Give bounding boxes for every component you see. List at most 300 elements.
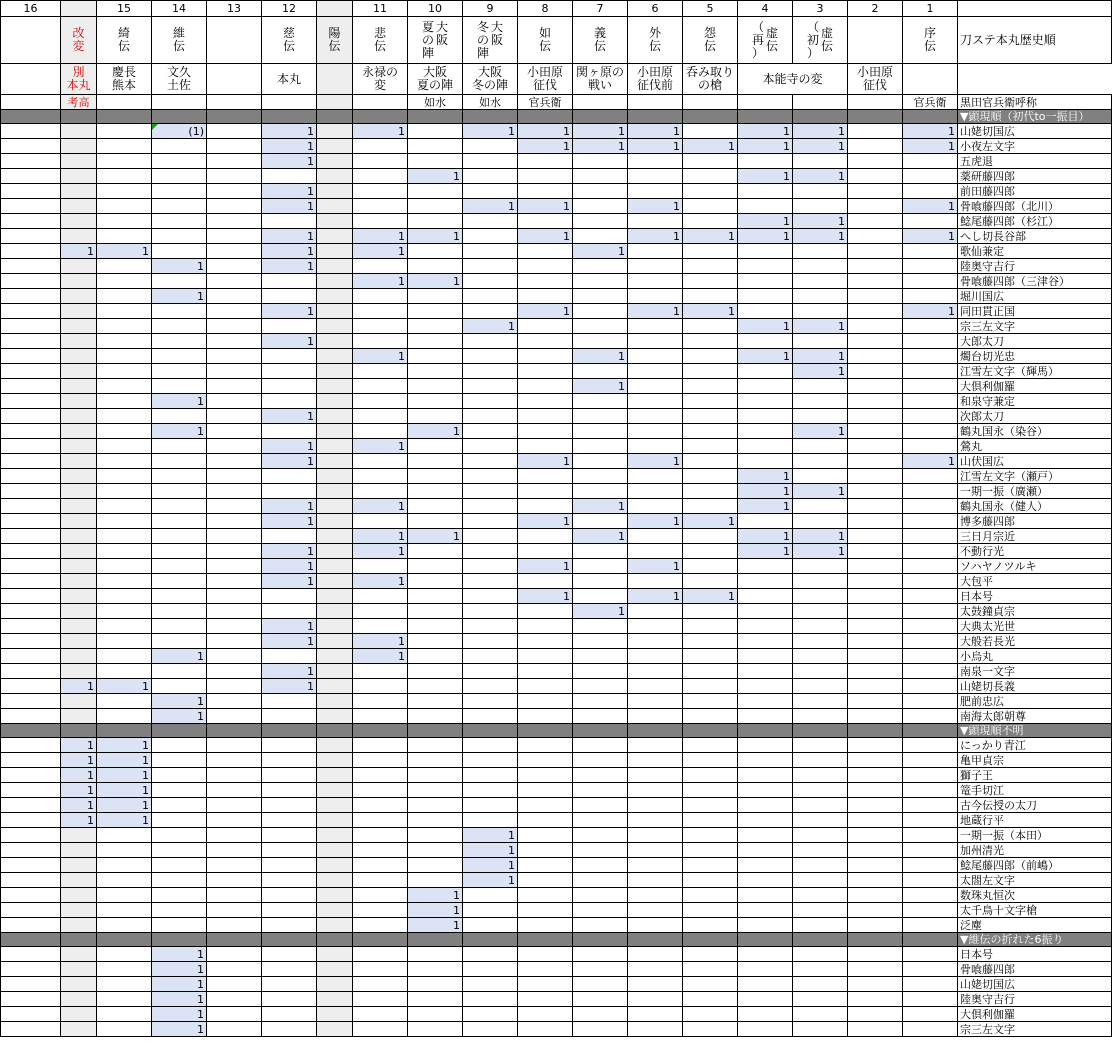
data-cell[interactable]: [353, 319, 408, 334]
sword-name-cell[interactable]: 獅子王: [958, 768, 1112, 783]
data-cell[interactable]: [738, 962, 793, 977]
data-cell[interactable]: [463, 753, 518, 768]
data-cell[interactable]: [1, 813, 61, 828]
data-cell[interactable]: 1: [262, 199, 317, 214]
data-cell[interactable]: [848, 873, 903, 888]
data-cell[interactable]: [573, 962, 628, 977]
data-cell[interactable]: 1: [518, 199, 573, 214]
header-note-cell[interactable]: [848, 95, 903, 110]
data-cell[interactable]: [683, 394, 738, 409]
data-cell[interactable]: [262, 1022, 317, 1037]
data-cell[interactable]: 1: [573, 379, 628, 394]
data-cell[interactable]: 1: [61, 783, 97, 798]
sword-name-cell[interactable]: 鯰尾藤四郎（杉江）: [958, 214, 1112, 229]
data-cell[interactable]: [573, 1007, 628, 1022]
data-cell[interactable]: [848, 124, 903, 139]
data-cell[interactable]: 1: [463, 828, 518, 843]
data-cell[interactable]: 1: [97, 768, 152, 783]
data-cell[interactable]: [793, 903, 848, 918]
sword-name-cell[interactable]: 山姥切長義: [958, 679, 1112, 694]
data-cell[interactable]: [353, 409, 408, 424]
data-cell[interactable]: [1, 184, 61, 199]
data-cell[interactable]: [61, 259, 97, 274]
data-cell[interactable]: [903, 992, 958, 1007]
data-cell[interactable]: [628, 574, 683, 589]
data-cell[interactable]: [152, 753, 207, 768]
data-cell[interactable]: [518, 634, 573, 649]
sword-name-cell[interactable]: 堀川国広: [958, 289, 1112, 304]
data-cell[interactable]: [353, 992, 408, 1007]
data-cell[interactable]: [353, 843, 408, 858]
sword-name-cell[interactable]: 泛塵: [958, 918, 1112, 933]
data-cell[interactable]: [793, 499, 848, 514]
data-cell[interactable]: [1, 873, 61, 888]
data-cell[interactable]: [683, 649, 738, 664]
data-cell[interactable]: [207, 304, 262, 319]
data-cell[interactable]: [848, 424, 903, 439]
data-cell[interactable]: 1: [518, 229, 573, 244]
data-cell[interactable]: [262, 469, 317, 484]
data-cell[interactable]: [262, 753, 317, 768]
data-cell[interactable]: [207, 424, 262, 439]
section-label[interactable]: ▼顕現順（初代to一振目）: [958, 110, 1112, 124]
data-cell[interactable]: [317, 634, 353, 649]
header-subtitle-cell[interactable]: 文久 土佐: [152, 64, 207, 95]
data-cell[interactable]: [317, 753, 353, 768]
data-cell[interactable]: [793, 409, 848, 424]
sword-name-cell[interactable]: ソハヤノツルキ: [958, 559, 1112, 574]
data-cell[interactable]: [628, 184, 683, 199]
data-cell[interactable]: [738, 903, 793, 918]
data-cell[interactable]: [408, 349, 463, 364]
data-cell[interactable]: [262, 903, 317, 918]
data-cell[interactable]: 1: [97, 783, 152, 798]
data-cell[interactable]: [738, 304, 793, 319]
data-cell[interactable]: [793, 589, 848, 604]
data-cell[interactable]: [518, 274, 573, 289]
data-cell[interactable]: [97, 274, 152, 289]
data-cell[interactable]: [408, 199, 463, 214]
data-cell[interactable]: [97, 694, 152, 709]
header-note-cell[interactable]: 考高: [61, 95, 97, 110]
data-cell[interactable]: [152, 499, 207, 514]
header-subtitle-cell[interactable]: [207, 64, 262, 95]
data-cell[interactable]: [573, 424, 628, 439]
data-cell[interactable]: [463, 679, 518, 694]
data-cell[interactable]: [317, 364, 353, 379]
data-cell[interactable]: [262, 977, 317, 992]
data-cell[interactable]: [207, 798, 262, 813]
data-cell[interactable]: [262, 962, 317, 977]
data-cell[interactable]: [903, 289, 958, 304]
data-cell[interactable]: [353, 169, 408, 184]
data-cell[interactable]: [683, 484, 738, 499]
data-cell[interactable]: [793, 798, 848, 813]
sword-name-cell[interactable]: 同田貫正国: [958, 304, 1112, 319]
data-cell[interactable]: [1, 514, 61, 529]
data-cell[interactable]: [903, 184, 958, 199]
data-cell[interactable]: [97, 229, 152, 244]
data-cell[interactable]: [317, 259, 353, 274]
header-title-cell[interactable]: [408, 17, 463, 64]
data-cell[interactable]: [903, 738, 958, 753]
header-title-cell[interactable]: 如 伝: [518, 17, 573, 64]
data-cell[interactable]: [848, 619, 903, 634]
data-cell[interactable]: [903, 619, 958, 634]
data-cell[interactable]: [848, 499, 903, 514]
data-cell[interactable]: [152, 334, 207, 349]
data-cell[interactable]: [97, 214, 152, 229]
data-cell[interactable]: [848, 559, 903, 574]
data-cell[interactable]: [573, 873, 628, 888]
data-cell[interactable]: [793, 783, 848, 798]
data-cell[interactable]: [628, 843, 683, 858]
data-cell[interactable]: [152, 679, 207, 694]
data-cell[interactable]: [738, 334, 793, 349]
data-cell[interactable]: 1: [463, 199, 518, 214]
data-cell[interactable]: [207, 992, 262, 1007]
data-cell[interactable]: [463, 274, 518, 289]
data-cell[interactable]: [848, 274, 903, 289]
data-cell[interactable]: [408, 469, 463, 484]
data-cell[interactable]: [317, 214, 353, 229]
data-cell[interactable]: [463, 1022, 518, 1037]
data-cell[interactable]: [738, 738, 793, 753]
data-cell[interactable]: [61, 1022, 97, 1037]
data-cell[interactable]: [463, 589, 518, 604]
data-cell[interactable]: [207, 469, 262, 484]
data-cell[interactable]: 1: [408, 229, 463, 244]
data-cell[interactable]: [628, 977, 683, 992]
section-label[interactable]: ▼顕現順不明: [958, 724, 1112, 738]
data-cell[interactable]: 1: [408, 529, 463, 544]
data-cell[interactable]: [628, 918, 683, 933]
data-cell[interactable]: 1: [518, 559, 573, 574]
data-cell[interactable]: [628, 783, 683, 798]
data-cell[interactable]: [463, 903, 518, 918]
data-cell[interactable]: 1: [738, 469, 793, 484]
header-subtitle-cell[interactable]: 大阪 夏の陣: [408, 64, 463, 95]
data-cell[interactable]: [518, 798, 573, 813]
column-number-cell[interactable]: 9: [463, 1, 518, 17]
data-cell[interactable]: [353, 738, 408, 753]
sword-name-cell[interactable]: 山姥切国広: [958, 977, 1112, 992]
data-cell[interactable]: [463, 499, 518, 514]
data-cell[interactable]: [738, 424, 793, 439]
data-cell[interactable]: 1: [152, 992, 207, 1007]
data-cell[interactable]: [683, 319, 738, 334]
data-cell[interactable]: [408, 664, 463, 679]
data-cell[interactable]: [317, 962, 353, 977]
sword-name-cell[interactable]: 太閤左文字: [958, 873, 1112, 888]
data-cell[interactable]: [152, 184, 207, 199]
data-cell[interactable]: [793, 574, 848, 589]
data-cell[interactable]: [1, 619, 61, 634]
data-cell[interactable]: [317, 679, 353, 694]
data-cell[interactable]: [152, 139, 207, 154]
data-cell[interactable]: [317, 604, 353, 619]
data-cell[interactable]: [353, 259, 408, 274]
data-cell[interactable]: 1: [463, 873, 518, 888]
data-cell[interactable]: [353, 454, 408, 469]
data-cell[interactable]: [97, 169, 152, 184]
data-cell[interactable]: [793, 858, 848, 873]
data-cell[interactable]: [848, 139, 903, 154]
column-number-cell[interactable]: [317, 1, 353, 17]
data-cell[interactable]: [738, 918, 793, 933]
data-cell[interactable]: 1: [408, 274, 463, 289]
data-cell[interactable]: [683, 364, 738, 379]
data-cell[interactable]: [518, 873, 573, 888]
header-subtitle-cell[interactable]: [903, 64, 958, 95]
data-cell[interactable]: [262, 783, 317, 798]
sword-name-cell[interactable]: 博多藤四郎: [958, 514, 1112, 529]
data-cell[interactable]: 1: [262, 139, 317, 154]
data-cell[interactable]: [317, 304, 353, 319]
data-cell[interactable]: [848, 199, 903, 214]
sword-name-cell[interactable]: 次郎太刀: [958, 409, 1112, 424]
data-cell[interactable]: [152, 619, 207, 634]
data-cell[interactable]: [903, 843, 958, 858]
data-cell[interactable]: [848, 394, 903, 409]
data-cell[interactable]: [793, 813, 848, 828]
data-cell[interactable]: 1: [903, 304, 958, 319]
data-cell[interactable]: [207, 664, 262, 679]
data-cell[interactable]: 1: [61, 738, 97, 753]
data-cell[interactable]: [152, 843, 207, 858]
data-cell[interactable]: [518, 499, 573, 514]
data-cell[interactable]: [262, 214, 317, 229]
data-cell[interactable]: [463, 604, 518, 619]
data-cell[interactable]: 1: [262, 544, 317, 559]
data-cell[interactable]: [262, 169, 317, 184]
data-cell[interactable]: [408, 484, 463, 499]
data-cell[interactable]: 1: [518, 139, 573, 154]
data-cell[interactable]: [848, 319, 903, 334]
data-cell[interactable]: [628, 679, 683, 694]
header-title-cell[interactable]: [1, 17, 61, 64]
data-cell[interactable]: [793, 873, 848, 888]
data-cell[interactable]: [353, 589, 408, 604]
data-cell[interactable]: [518, 649, 573, 664]
data-cell[interactable]: [573, 364, 628, 379]
data-cell[interactable]: [61, 439, 97, 454]
data-cell[interactable]: [97, 888, 152, 903]
data-cell[interactable]: 1: [738, 169, 793, 184]
data-cell[interactable]: [408, 304, 463, 319]
data-cell[interactable]: [408, 544, 463, 559]
data-cell[interactable]: [683, 634, 738, 649]
data-cell[interactable]: [152, 214, 207, 229]
data-cell[interactable]: [738, 454, 793, 469]
data-cell[interactable]: [408, 589, 463, 604]
data-cell[interactable]: [317, 843, 353, 858]
data-cell[interactable]: [317, 499, 353, 514]
data-cell[interactable]: 1: [61, 244, 97, 259]
data-cell[interactable]: [408, 319, 463, 334]
data-cell[interactable]: [97, 858, 152, 873]
data-cell[interactable]: [518, 604, 573, 619]
sword-name-cell[interactable]: 地蔵行平: [958, 813, 1112, 828]
data-cell[interactable]: 1: [793, 529, 848, 544]
data-cell[interactable]: [1, 469, 61, 484]
data-cell[interactable]: [353, 813, 408, 828]
data-cell[interactable]: [152, 274, 207, 289]
data-cell[interactable]: [61, 604, 97, 619]
data-cell[interactable]: 1: [353, 544, 408, 559]
data-cell[interactable]: [518, 813, 573, 828]
data-cell[interactable]: [848, 484, 903, 499]
data-cell[interactable]: [683, 214, 738, 229]
data-cell[interactable]: 1: [353, 244, 408, 259]
data-cell[interactable]: [61, 379, 97, 394]
header-note-cell[interactable]: 黒田官兵衛呼称: [958, 95, 1112, 110]
data-cell[interactable]: [848, 349, 903, 364]
data-cell[interactable]: [317, 199, 353, 214]
data-cell[interactable]: 1: [353, 229, 408, 244]
data-cell[interactable]: [628, 634, 683, 649]
header-note-cell[interactable]: [207, 95, 262, 110]
data-cell[interactable]: 1: [408, 169, 463, 184]
data-cell[interactable]: [573, 574, 628, 589]
data-cell[interactable]: [738, 1007, 793, 1022]
data-cell[interactable]: [793, 709, 848, 724]
data-cell[interactable]: [262, 589, 317, 604]
data-cell[interactable]: [317, 334, 353, 349]
sword-name-cell[interactable]: 太鼓鐘貞宗: [958, 604, 1112, 619]
data-cell[interactable]: [207, 349, 262, 364]
data-cell[interactable]: [683, 873, 738, 888]
data-cell[interactable]: [573, 214, 628, 229]
data-cell[interactable]: [793, 634, 848, 649]
data-cell[interactable]: [518, 364, 573, 379]
data-cell[interactable]: [848, 229, 903, 244]
data-cell[interactable]: [353, 484, 408, 499]
data-cell[interactable]: [1, 664, 61, 679]
data-cell[interactable]: [683, 439, 738, 454]
sword-name-cell[interactable]: 数珠丸恒次: [958, 888, 1112, 903]
header-title-cell[interactable]: 序 伝: [903, 17, 958, 64]
data-cell[interactable]: [152, 514, 207, 529]
data-cell[interactable]: [1, 574, 61, 589]
data-cell[interactable]: [573, 768, 628, 783]
data-cell[interactable]: [152, 409, 207, 424]
data-cell[interactable]: 1: [793, 364, 848, 379]
data-cell[interactable]: [97, 1022, 152, 1037]
data-cell[interactable]: [1, 244, 61, 259]
data-cell[interactable]: [573, 544, 628, 559]
header-title-cell[interactable]: 維 伝: [152, 17, 207, 64]
data-cell[interactable]: [628, 813, 683, 828]
data-cell[interactable]: [152, 439, 207, 454]
data-cell[interactable]: [317, 229, 353, 244]
header-note-cell[interactable]: 如水: [463, 95, 518, 110]
data-cell[interactable]: [152, 199, 207, 214]
data-cell[interactable]: 1: [408, 424, 463, 439]
data-cell[interactable]: [848, 813, 903, 828]
data-cell[interactable]: [152, 918, 207, 933]
data-cell[interactable]: 1: [518, 589, 573, 604]
data-cell[interactable]: [463, 229, 518, 244]
data-cell[interactable]: [683, 798, 738, 813]
data-cell[interactable]: [463, 664, 518, 679]
data-cell[interactable]: [518, 244, 573, 259]
data-cell[interactable]: [903, 574, 958, 589]
sword-name-cell[interactable]: 大倶利伽羅: [958, 379, 1112, 394]
data-cell[interactable]: [317, 424, 353, 439]
data-cell[interactable]: [408, 1022, 463, 1037]
data-cell[interactable]: 1: [152, 947, 207, 962]
data-cell[interactable]: [683, 903, 738, 918]
data-cell[interactable]: [738, 514, 793, 529]
data-cell[interactable]: [408, 828, 463, 843]
data-cell[interactable]: [408, 439, 463, 454]
data-cell[interactable]: [738, 379, 793, 394]
data-cell[interactable]: [1, 977, 61, 992]
data-cell[interactable]: [408, 379, 463, 394]
data-cell[interactable]: 1: [353, 124, 408, 139]
data-cell[interactable]: [262, 694, 317, 709]
header-title-cell[interactable]: [463, 17, 518, 64]
sword-name-cell[interactable]: 不動行光: [958, 544, 1112, 559]
data-cell[interactable]: [518, 947, 573, 962]
data-cell[interactable]: [573, 918, 628, 933]
data-cell[interactable]: [738, 664, 793, 679]
data-cell[interactable]: [903, 753, 958, 768]
data-cell[interactable]: [683, 694, 738, 709]
data-cell[interactable]: [152, 903, 207, 918]
data-cell[interactable]: [683, 768, 738, 783]
data-cell[interactable]: [793, 977, 848, 992]
data-cell[interactable]: [518, 424, 573, 439]
column-number-cell[interactable]: 1: [903, 1, 958, 17]
data-cell[interactable]: [793, 184, 848, 199]
data-cell[interactable]: [683, 619, 738, 634]
data-cell[interactable]: 1: [793, 169, 848, 184]
data-cell[interactable]: [628, 649, 683, 664]
data-cell[interactable]: [1, 439, 61, 454]
data-cell[interactable]: [903, 813, 958, 828]
data-cell[interactable]: [518, 858, 573, 873]
data-cell[interactable]: [317, 738, 353, 753]
data-cell[interactable]: [207, 903, 262, 918]
data-cell[interactable]: [408, 184, 463, 199]
sword-name-cell[interactable]: 大郎太刀: [958, 334, 1112, 349]
data-cell[interactable]: [518, 484, 573, 499]
data-cell[interactable]: [738, 244, 793, 259]
data-cell[interactable]: [683, 544, 738, 559]
data-cell[interactable]: [573, 394, 628, 409]
data-cell[interactable]: [573, 469, 628, 484]
header-note-cell[interactable]: 官兵衛: [518, 95, 573, 110]
data-cell[interactable]: [408, 514, 463, 529]
data-cell[interactable]: [1, 783, 61, 798]
data-cell[interactable]: [152, 349, 207, 364]
data-cell[interactable]: [518, 694, 573, 709]
data-cell[interactable]: [683, 529, 738, 544]
data-cell[interactable]: [353, 514, 408, 529]
data-cell[interactable]: [97, 364, 152, 379]
data-cell[interactable]: [848, 364, 903, 379]
data-cell[interactable]: [317, 783, 353, 798]
data-cell[interactable]: [463, 409, 518, 424]
data-cell[interactable]: [1, 394, 61, 409]
data-cell[interactable]: [903, 544, 958, 559]
data-cell[interactable]: [262, 798, 317, 813]
sword-name-cell[interactable]: 陸奥守吉行: [958, 259, 1112, 274]
data-cell[interactable]: [848, 1022, 903, 1037]
data-cell[interactable]: 1: [738, 484, 793, 499]
